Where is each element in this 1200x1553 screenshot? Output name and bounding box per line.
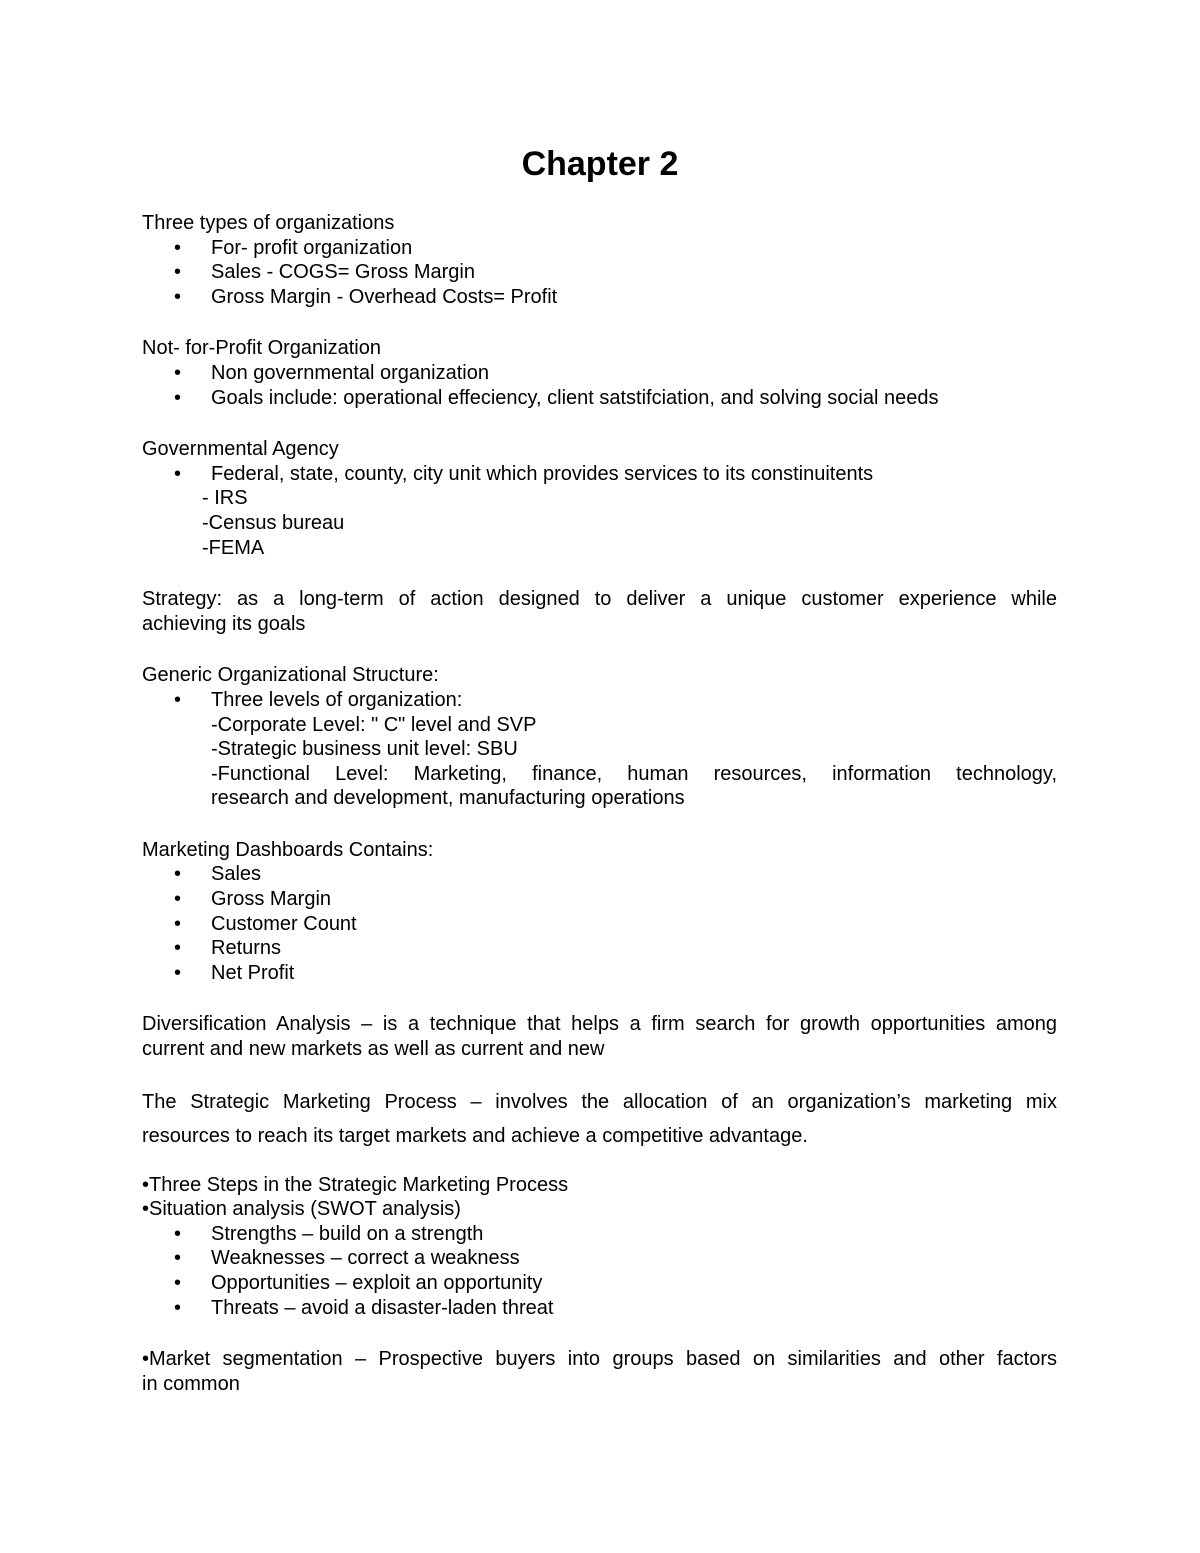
three-steps-line: •Three Steps in the Strategic Marketing Process [142, 1173, 569, 1196]
sub-item: -Census bureau [202, 511, 345, 534]
list-item: • Net Profit [174, 961, 295, 984]
bullet-icon: • [174, 937, 182, 960]
situation-analysis-line: •Situation analysis (SWOT analysis) [142, 1198, 461, 1221]
strategic-process-paragraph-line: The Strategic Marketing Process – involves the allocation of an organization’s marketing mix [142, 1090, 1057, 1113]
bullet-icon: • [174, 236, 182, 259]
list-item: • Non governmental organization [174, 361, 489, 384]
bullet-icon: • [174, 285, 182, 308]
diversification-paragraph-line: Diversification Analysis – is a technique that helps a firm search for growth opportunities among [142, 1013, 1057, 1036]
bullet-icon: • [174, 1296, 182, 1319]
strategy-paragraph-line: achieving its goals [142, 612, 306, 635]
bullet-icon: • [174, 912, 182, 935]
bullet-icon: • [174, 1272, 182, 1294]
list-item: • Goals include: operational effeciency, client satstifciation, and solving social needs [174, 386, 939, 409]
segmentation-paragraph-line: in common [142, 1372, 240, 1395]
sub-item: -Corporate Level: " C" level and SVP [211, 713, 537, 736]
section-heading-dashboards: Marketing Dashboards Contains: [142, 838, 434, 861]
section-heading-organization-types: Three types of organizations [142, 212, 395, 234]
bullet-icon: • [174, 888, 182, 911]
bullet-icon: • [174, 863, 182, 886]
section-heading-org-structure: Generic Organizational Structure: [142, 664, 439, 687]
sub-item: -Strategic business unit level: SBU [211, 738, 518, 761]
list-item: • Customer Count [174, 912, 357, 935]
list-item: • Federal, state, county, city unit which provides services to its constinuitents [174, 462, 874, 485]
list-item: • Sales - COGS= Gross Margin [174, 261, 475, 284]
list-item: • For- profit organization [174, 236, 413, 259]
bullet-icon: • [174, 386, 182, 409]
list-item: • Strengths – build on a strength [174, 1222, 484, 1245]
list-item: • Threats – avoid a disaster-laden threat [174, 1296, 554, 1319]
diversification-paragraph-line: current and new markets as well as current and new [142, 1038, 605, 1061]
bullet-icon: • [174, 1247, 182, 1270]
bullet-icon: • [174, 688, 182, 711]
document-body [142, 211, 1057, 1396]
bullet-icon: • [174, 261, 182, 284]
strategic-process-paragraph-line: resources to reach its target markets and achieve a competitive advantage. [142, 1124, 808, 1147]
list-item: • Returns [174, 937, 282, 960]
strategy-paragraph-line: Strategy: as a long-term of action designed to deliver a unique customer experience while [142, 588, 1057, 611]
section-heading-governmental-agency: Governmental Agency [142, 438, 339, 461]
sub-item: -FEMA [202, 536, 265, 559]
sub-item: - IRS [202, 487, 248, 510]
list-item: • Weaknesses – correct a weakness [174, 1247, 520, 1270]
bullet-icon: • [174, 361, 182, 384]
section-heading-not-for-profit: Not- for-Profit Organization [142, 337, 381, 360]
list-item: • Sales [174, 863, 262, 886]
segmentation-paragraph-line: •Market segmentation – Prospective buyers into groups based on similarities and other factors [142, 1348, 1057, 1371]
bullet-icon: • [174, 961, 182, 984]
list-item: • Gross Margin - Overhead Costs= Profit [174, 285, 558, 308]
list-item: • Gross Margin [174, 888, 332, 911]
page-title: Chapter 2 [521, 145, 679, 183]
list-item: • Three levels of organization: [174, 688, 463, 711]
sub-item: -Functional Level: Marketing, finance, human resources, information technology, [211, 762, 1057, 785]
sub-item: research and development, manufacturing operations [211, 787, 685, 810]
list-item: • Opportunities – exploit an opportunity [174, 1272, 543, 1294]
bullet-icon: • [174, 1222, 182, 1245]
bullet-icon: • [174, 462, 182, 485]
